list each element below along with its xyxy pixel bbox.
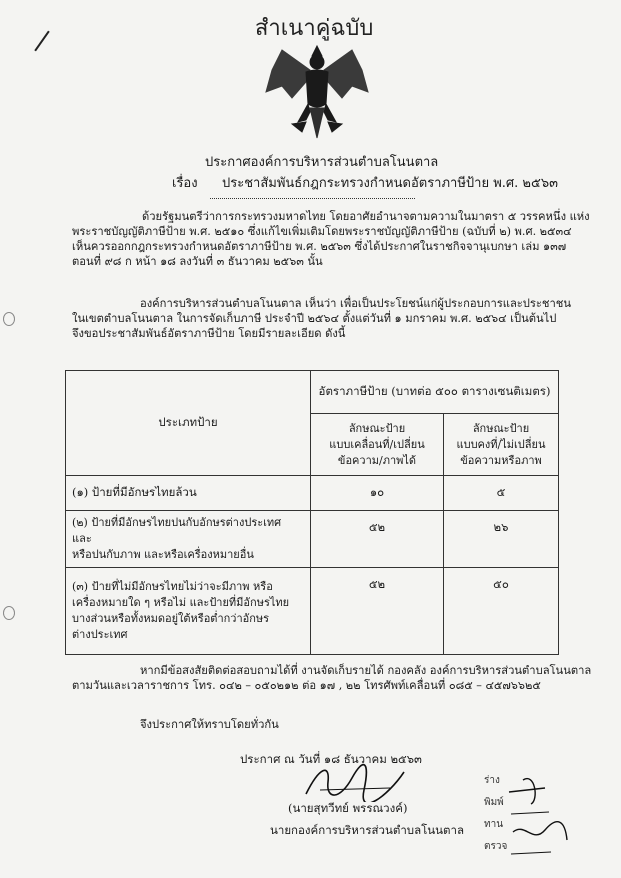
signer-position: นายกองค์การบริหารส่วนตำบลโนนตาล (270, 823, 465, 837)
paragraph-1-line-4: ตอนที่ ๙๘ ก หน้า ๑๘ ลงวันที่ ๓ ธันวาคม ๒๕๖๓ นั้น (72, 255, 323, 268)
routing-checklist (484, 770, 507, 858)
announcement-subject (172, 172, 558, 193)
paragraph-2-line-1: องค์การบริหารส่วนตำบลโนนตาล เห็นว่า เพื่อเป็นประโยชน์แก่ผู้ประกอบการและประชาชน (140, 297, 572, 310)
announcement-date: ประกาศ ณ วันที่ ๑๘ ธันวาคม ๒๕๖๓ (240, 752, 422, 766)
sign-type-cell: (๑) ป้ายที่มีอักษรไทยล้วน (66, 476, 311, 511)
fixed-rate-cell: ๒๖ (444, 511, 559, 568)
sign-type-cell: (๒) ป้ายที่มีอักษรไทยปนกับอักษรต่างประเทศ และ หรือปนกับภาพ และหรือเครื่องหมายอื่น (66, 511, 311, 568)
closing-line: จึงประกาศให้ทราบโดยทั่วกัน (140, 718, 279, 731)
punch-hole (3, 606, 15, 620)
table-row (66, 476, 559, 511)
moving-rate-cell: ๑๐ (311, 476, 444, 511)
tax-rate-table (65, 370, 559, 655)
dotted-divider (210, 198, 415, 199)
moving-rate-cell: ๕๒ (311, 511, 444, 568)
paragraph-3-line-2: ตามวันและเวลาราชการ โทร. ๐๔๒ – ๐๕๐๒๑๒ ต่อ ๑๗ , ๒๒ โทรศัพท์เคลื่อนที่ ๐๘๕ – ๔๕๗๖๖๒๕ (72, 679, 541, 692)
table-row (66, 511, 559, 568)
copy-stamp-title: สำเนาคู่ฉบับ (255, 16, 374, 41)
checklist-item: ทาน (484, 819, 504, 830)
paragraph-1-line-2: พระราชบัญญัติภาษีป้าย พ.ศ. ๒๕๑๐ ซึ่งแก้ไขเพิ่มเติมโดยพระราชบัญญัติภาษีป้าย (ฉบับที่ ๒) พ.ศ. ๒๕๓๔ (72, 225, 572, 238)
fixed-rate-cell: ๕๐ (444, 568, 559, 655)
garuda-emblem-icon (262, 42, 372, 142)
paragraph-2-line-3: จึงขอประชาสัมพันธ์อัตราภาษีป้าย โดยมีรายละเอียด ดังนี้ (72, 327, 346, 340)
paragraph-1-line-3: เห็นควรออกกฎกระทรวงกำหนดอัตราภาษีป้าย พ.ศ. ๒๕๖๓ ซึ่งได้ประกาศในราชกิจจานุเบกษา เล่ม ๑๓๗ (72, 240, 567, 253)
pen-mark (34, 31, 49, 52)
checklist-item: ตรวจ (484, 841, 508, 852)
announcement-title: ประกาศองค์การบริหารส่วนตำบลโนนตาล (205, 155, 439, 170)
subject-text: ประชาสัมพันธ์กฎกระทรวงกำหนดอัตราภาษีป้าย พ.ศ. ๒๕๖๓ (222, 176, 558, 191)
moving-rate-cell: ๕๒ (311, 568, 444, 655)
paragraph-3-line-1: หากมีข้อสงสัยติดต่อสอบถามได้ที่ งานจัดเก็บรายได้ กองคลัง องค์การบริหารส่วนตำบลโนนตาล (140, 664, 592, 677)
paragraph-1-line-1: ด้วยรัฐมนตรีว่าการกระทรวงมหาดไทย โดยอาศัยอำนาจตามความในมาตรา ๕ วรรคหนึ่ง แห่ง (142, 210, 590, 223)
fixed-rate-cell: ๕ (444, 476, 559, 511)
signature-icon (300, 760, 410, 802)
checklist-item: พิมพ์ (484, 797, 504, 808)
punch-hole (3, 312, 15, 326)
table-header-row (66, 371, 559, 414)
table-row (66, 568, 559, 655)
sign-type-header: ประเภทป้าย (66, 371, 311, 476)
paragraph-2-line-2: ในเขตตำบลโนนตาล ในการจัดเก็บภาษี ประจำปี ๒๕๖๔ ตั้งแต่วันที่ ๑ มกราคม พ.ศ. ๒๕๖๔ เป็นต้นไป (72, 312, 557, 325)
sign-type-cell: (๓) ป้ายที่ไม่มีอักษรไทยไม่ว่าจะมีภาพ หรือ เครื่องหมายใด ๆ หรือไม่ และป้ายที่มีอักษรไทย บางส่วนหรือทั้งหมดอยู่ใต้หรือต่ำกว่าอักษร ต่างประเทศ (66, 568, 311, 655)
checklist-item: ร่าง (484, 775, 500, 786)
subject-label: เรื่อง (172, 176, 198, 191)
rate-header: อัตราภาษีป้าย (บาทต่อ ๕๐๐ ตารางเซนติเมตร) (311, 371, 559, 414)
moving-sign-header: ลักษณะป้าย แบบเคลื่อนที่/เปลี่ยน ข้อความ/ภาพได้ (311, 414, 444, 476)
signer-name: (นายสุทวีทย์ พรรณวงค์) (288, 801, 408, 815)
fixed-sign-header: ลักษณะป้าย แบบคงที่/ไม่เปลี่ยน ข้อความหรือภาพ (444, 414, 559, 476)
initials-icon (505, 770, 585, 862)
